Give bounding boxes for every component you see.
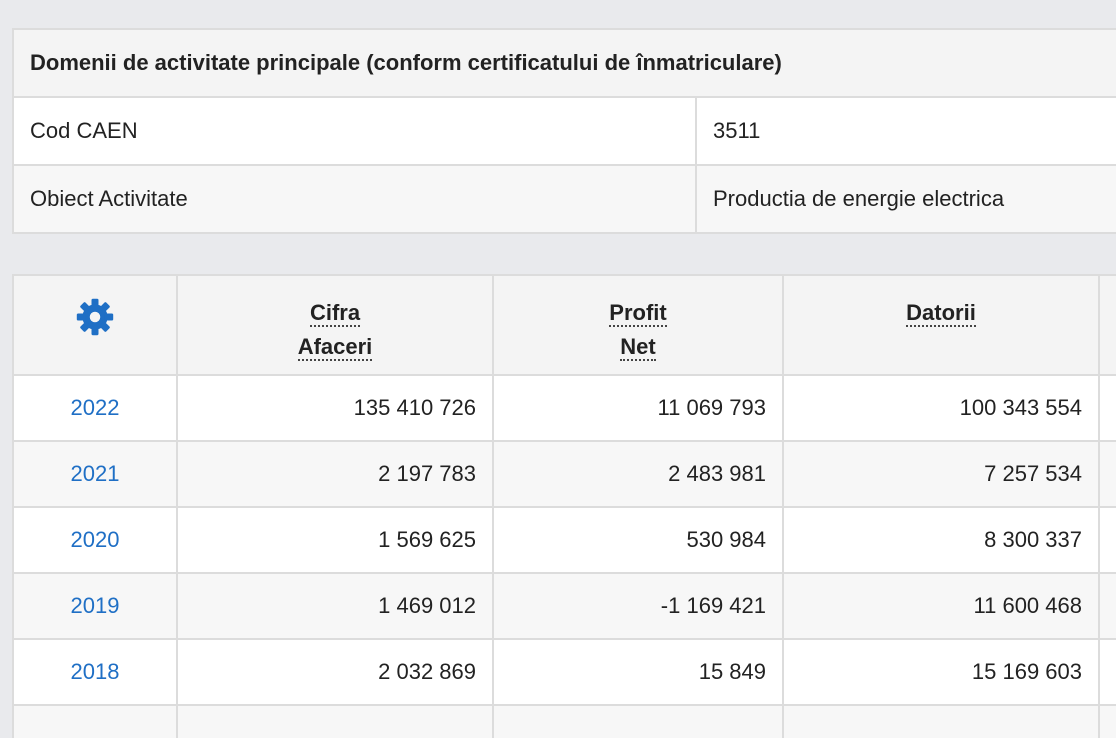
overflow-cell [1099,705,1116,738]
profit-net-cell: -1 169 421 [493,573,783,639]
activity-table [12,28,1116,234]
datorii-cell: 15 169 603 [783,639,1099,705]
year-link[interactable] [13,705,177,738]
activity-row [13,165,1116,233]
overflow-cell [1099,639,1116,705]
profit-net-cell: 530 984 [493,507,783,573]
overflow-cell [1099,507,1116,573]
activity-value: 3511 [696,97,1116,165]
datorii-cell: 7 257 534 [783,441,1099,507]
datorii-cell [783,705,1099,738]
finance-header-row [13,275,1116,375]
finance-table [12,274,1116,738]
table-row [13,705,1116,738]
cifra-afaceri-cell: 135 410 726 [177,375,493,441]
activity-row [13,97,1116,165]
profit-net-cell [493,705,783,738]
cifra-afaceri-cell: 2 197 783 [177,441,493,507]
column-header-datorii[interactable] [783,275,1099,375]
cifra-afaceri-cell: 1 569 625 [177,507,493,573]
header-line: Net [620,334,656,359]
table-row [13,507,1116,573]
settings-header-cell [13,275,177,375]
table-row [13,639,1116,705]
datorii-cell: 100 343 554 [783,375,1099,441]
overflow-cell [1099,375,1116,441]
profit-net-cell: 15 849 [493,639,783,705]
table-row [13,375,1116,441]
activity-label: Cod CAEN [13,97,696,165]
header-line: Cifra [309,300,361,325]
table-row [13,441,1116,507]
profit-net-cell: 2 483 981 [493,441,783,507]
table-row [13,573,1116,639]
column-header-profit-net[interactable] [493,275,783,375]
activity-label: Obiect Activitate [13,165,696,233]
cifra-afaceri-cell [177,705,493,738]
overflow-cell [1099,573,1116,639]
year-link[interactable]: 2021 [13,441,177,507]
datorii-cell: 11 600 468 [783,573,1099,639]
profit-net-cell: 11 069 793 [493,375,783,441]
year-link[interactable]: 2020 [13,507,177,573]
activity-value: Productia de energie electrica [696,165,1116,233]
year-link[interactable]: 2019 [13,573,177,639]
column-header-cifra-afaceri[interactable] [177,275,493,375]
activity-heading: Domenii de activitate principale (conform certificatului de înmatriculare) [13,29,1116,97]
year-link[interactable]: 2018 [13,639,177,705]
header-line: Profit [609,300,667,325]
header-line: Afaceri [297,334,373,359]
overflow-cell [1099,441,1116,507]
cifra-afaceri-cell: 1 469 012 [177,573,493,639]
cifra-afaceri-cell: 2 032 869 [177,639,493,705]
year-link[interactable]: 2022 [13,375,177,441]
header-line: Datorii [906,300,976,325]
datorii-cell: 8 300 337 [783,507,1099,573]
gear-icon[interactable] [74,296,116,338]
column-header-overflow [1099,275,1116,375]
